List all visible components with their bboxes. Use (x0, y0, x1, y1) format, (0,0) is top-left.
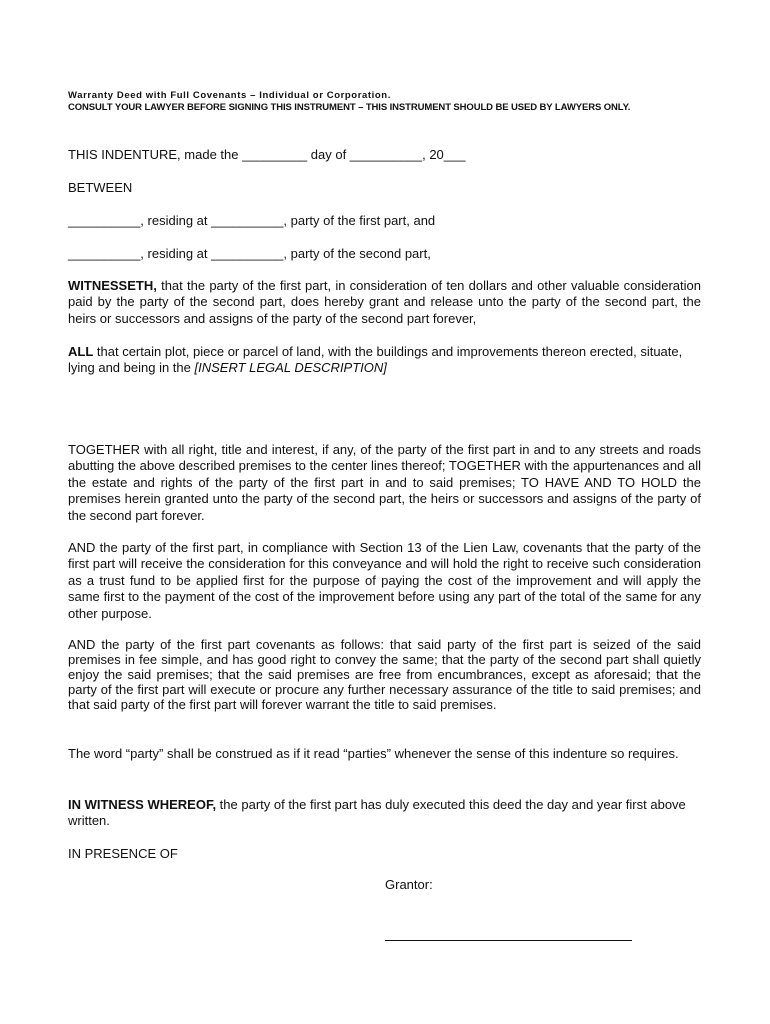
form-title: Warranty Deed with Full Covenants – Individual or Corporation. (68, 90, 391, 101)
party-definition-paragraph: The word “party” shall be construed as if it read “parties” whenever the sense of this indenture so requires. (68, 746, 679, 761)
indenture-line: THIS INDENTURE, made the _________ day of __________, 20___ (68, 147, 466, 162)
together-paragraph: TOGETHER with all right, title and interest, if any, of the party of the first part in and to any streets and roads abutting the above described premises to the center lines thereof; TOGETHER with the appurtenances and all the estate and rights of the party of the first part in and to said premises; TO HAVE AND TO HOLD the premises herein granted unto the party of the second part, the heirs or successors and assigns of the party of the second part forever. (68, 442, 701, 523)
presence-label: IN PRESENCE OF (68, 846, 178, 861)
witness-text: the party of the first part has duly executed this deed the day and year first above written. (68, 797, 686, 829)
lawyer-warning: CONSULT YOUR LAWYER BEFORE SIGNING THIS INSTRUMENT – THIS INSTRUMENT SHOULD BE USED BY LAWYERS ONLY. (68, 102, 631, 113)
witnesseth-lead: WITNESSETH, (68, 278, 157, 293)
covenants-paragraph: AND the party of the first part covenants as follows: that said party of the first part is seized of the said premises in fee simple, and has good right to convey the same; that the party of the second part shall quietly enjoy the said premises; that the said premises are free from encumbrances, except as aforesaid; that the party of the first part will execute or procure any further necessary assurance of the title to said premises; and that said party of the first part will forever warrant the title to said premises. (68, 637, 701, 712)
second-party-line: __________, residing at __________, party of the second part, (68, 246, 431, 261)
witness-paragraph (68, 797, 701, 830)
grantor-label: Grantor: (385, 877, 433, 892)
witnesseth-paragraph (68, 278, 701, 327)
all-lead: ALL (68, 344, 94, 359)
all-text: that certain plot, piece or parcel of land, with the buildings and improvements thereon erected, situate, lying and being in the (68, 344, 683, 376)
all-paragraph (68, 344, 701, 377)
grantor-signature-line (385, 940, 632, 941)
witnesseth-text: that the party of the first part, in consideration of ten dollars and other valuable consideration paid by the party of the second part, does hereby grant and release unto the party of the second part, the heirs or successors and assigns of the party of the second part forever, (68, 278, 701, 326)
lien-law-paragraph: AND the party of the first part, in compliance with Section 13 of the Lien Law, covenants that the party of the first part will receive the consideration for this conveyance and will hold the right to receive such consideration as a trust fund to be applied first for the purpose of paying the cost of the improvement and will apply the same first to the payment of the cost of the improvement before using any part of the total of the same for any other purpose. (68, 540, 701, 621)
between-label: BETWEEN (68, 180, 133, 195)
legal-description-placeholder: [INSERT LEGAL DESCRIPTION] (194, 360, 387, 376)
witness-lead: IN WITNESS WHEREOF, (68, 797, 217, 812)
first-party-line: __________, residing at __________, party of the first part, and (68, 213, 436, 228)
